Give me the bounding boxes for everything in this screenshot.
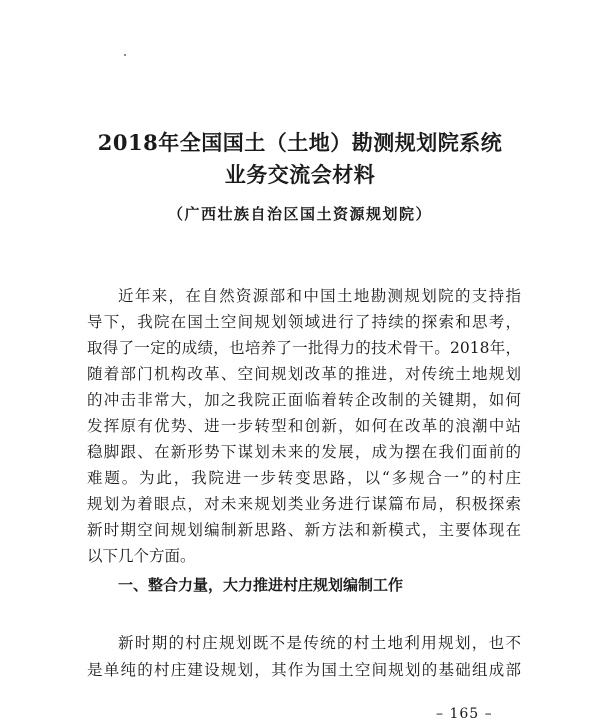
paragraph-line: 随着部门机构改革、空间规划改革的推进，对传统土地规划 <box>87 365 521 383</box>
paragraph-line: 取得了一定的成绩，也培养了一批得力的技术骨干。2018年， <box>87 339 521 357</box>
paragraph-line: 稳脚跟、在新形势下谋划未来的发展，成为摆在我们面前的 <box>87 443 521 461</box>
document-subtitle: （广西壮族自治区国土资源规划院） <box>167 205 432 223</box>
paragraph-line: 是单纯的村庄建设规划，其作为国土空间规划的基础组成部 <box>87 661 521 679</box>
paragraph-line: 难题。为此，我院进一步转变思路，以“多规合一”的村庄 <box>87 469 521 487</box>
scan-speck <box>124 54 126 56</box>
paragraph-line: 近年来，在自然资源部和中国土地勘测规划院的支持指 <box>118 287 521 305</box>
paragraph-line: 导下，我院在国土空间规划领域进行了持续的探索和思考， <box>87 313 521 331</box>
paragraph-line: 规划为着眼点，对未来规划类业务进行谋篇布局，积极探索 <box>87 495 521 513</box>
section-heading-1: 一、整合力量，大力推进村庄规划编制工作 <box>118 576 404 594</box>
paragraph-line: 发挥原有优势、进一步转型和创新，如何在改革的浪潮中站 <box>87 417 521 435</box>
page-number: – 165 – <box>436 706 493 722</box>
paragraph-line: 的冲击非常大，加之我院正面临着转企改制的关键期，如何 <box>87 391 521 409</box>
document-title-line-2: 业务交流会材料 <box>224 162 376 187</box>
paragraph-line: 新时期空间规划编制新思路、新方法和新模式，主要体现在 <box>87 521 521 539</box>
document-title-line-1: 2018年全国国土（土地）勘测规划院系统 <box>97 130 503 155</box>
paragraph-line: 以下几个方面。 <box>87 547 196 565</box>
paragraph-line: 新时期的村庄规划既不是传统的村土地利用规划，也不 <box>118 634 521 652</box>
